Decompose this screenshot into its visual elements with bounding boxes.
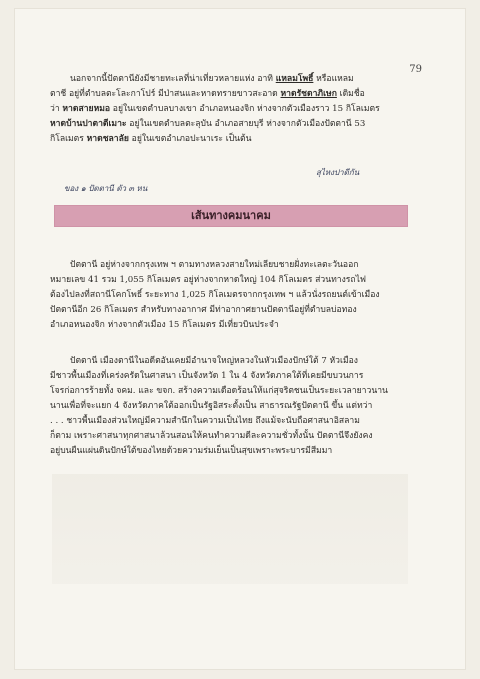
text-line: อำเภอหนองจิก ห่างจากตัวเมือง 15 กิโลเมตร มีเที่ยวบินประจำ — [50, 320, 279, 330]
text-line: ต้องไปลงที่สถานีโคกโพธิ์ ระยะทาง 1,025 กิโลเมตรจากกรุงเทพ ฯ แล้วนั่งรถยนต์เข้าเมือง — [50, 290, 380, 300]
place-name: หาดบ้านปาตาตีเมาะ — [50, 119, 127, 129]
text-line: หาดบ้านปาตาตีเมาะ อยู่ในเขตตำบลตะลุบัน อำเภอสายบุรี ห่างจากตัวเมืองปัตตานี 53 — [50, 119, 366, 129]
bleed-through-area — [52, 474, 408, 584]
text-line: ก็ตาม เพราะศาสนาทุกศาสนาล้วนสอนให้คนทำความดีละความชั่วทั้งนั้น ปัตตานีจึงยังคง — [50, 431, 373, 441]
text-line: ตาชี อยู่ที่ตำบลตะโละกาโปร์ มีป่าสนและหาดทรายขาวสะอาด หาดรัชดาภิเษก เดิมชื่อ — [50, 89, 365, 99]
text-line: อยู่บนผืนแผ่นดินปักษ์ใต้ของไทยด้วยความร่มเย็นเป็นสุขเพราะพระบารมีสีมมา — [50, 446, 333, 456]
text-line: นานเพื่อที่จะแยก 4 จังหวัดภาคใต้ออกเป็นรัฐอิสระตั้งเป็น สาธารณรัฐปัตตานี ขึ้น แต่ทว่า — [50, 401, 373, 411]
handwritten-note: ของ ๑ ปัตตานี ตัว ๓ หน — [64, 184, 148, 193]
place-name: แหลมโพธิ์ — [275, 74, 314, 84]
text-line: โจรก่อการร้ายทั้ง จคม. และ ขจก. สร้างความเดือดร้อนให้แก่สุจริตชนเป็นระยะเวลายาวนาน — [50, 386, 388, 396]
text-line: หมายเลข 41 รวม 1,055 กิโลเมตร อยู่ห่างจากหาดใหญ่ 104 กิโลเมตร ส่วนทางรถไฟ — [50, 275, 366, 285]
handwritten-note: สุไหงปาดีกัน — [316, 168, 360, 177]
place-name: หาดสายหมอ — [62, 104, 111, 114]
paragraph-beaches — [50, 72, 408, 147]
text-line: . . . ชาวพื้นเมืองส่วนใหญ่มีความสำนึกในความเป็นไทย ถึงแม้จะนับถือศาสนาอิสลาม — [50, 416, 360, 426]
text-line: นอกจากนี้ปัตตานียังมีชายทะเลที่น่าเที่ยวหลายแห่ง อาทิ แหลมโพธิ์ หรือแหลม — [70, 74, 354, 84]
place-name: หาดชลาลัย — [86, 134, 129, 144]
text-line: ปัตตานีอีก 26 กิโลเมตร สำหรับทางอากาศ มีท่าอากาศยานปัตตานีอยู่ที่ตำบลบ่อทอง — [50, 305, 357, 315]
page-number: 79 — [409, 64, 422, 75]
text-line: ว่า หาดสายหมอ อยู่ในเขตตำบลบางเขา อำเภอหนองจิก ห่างจากตัวเมืองราว 15 กิโลเมตร — [50, 104, 380, 114]
paragraph-transport — [50, 258, 408, 333]
text-line: มีชาวพื้นเมืองที่เคร่งครัดในศาสนา เป็นจังหวัด 1 ใน 4 จังหวัดภาคใต้ที่เคยมีขบวนการ — [50, 371, 364, 381]
place-name: หาดรัชดาภิเษก — [280, 89, 337, 99]
section-heading-banner — [54, 205, 408, 227]
text-line: ปัตตานี อยู่ห่างจากกรุงเทพ ฯ ตามทางหลวงสายใหม่เลียบชายฝั่งทะเลตะวันออก — [70, 260, 359, 270]
text-line: ปัตตานี เมืองตานีในอดีตอันเคยมีอำนาจใหญ่หลวงในหัวเมืองปักษ์ใต้ 7 หัวเมือง — [70, 356, 358, 366]
paragraph-history — [50, 354, 408, 459]
text-line: กิโลเมตร หาดชลาลัย อยู่ในเขตอำเภอปะนาเระ เป็นต้น — [50, 134, 252, 144]
section-heading: เส้นทางคมนาคม — [191, 209, 271, 222]
